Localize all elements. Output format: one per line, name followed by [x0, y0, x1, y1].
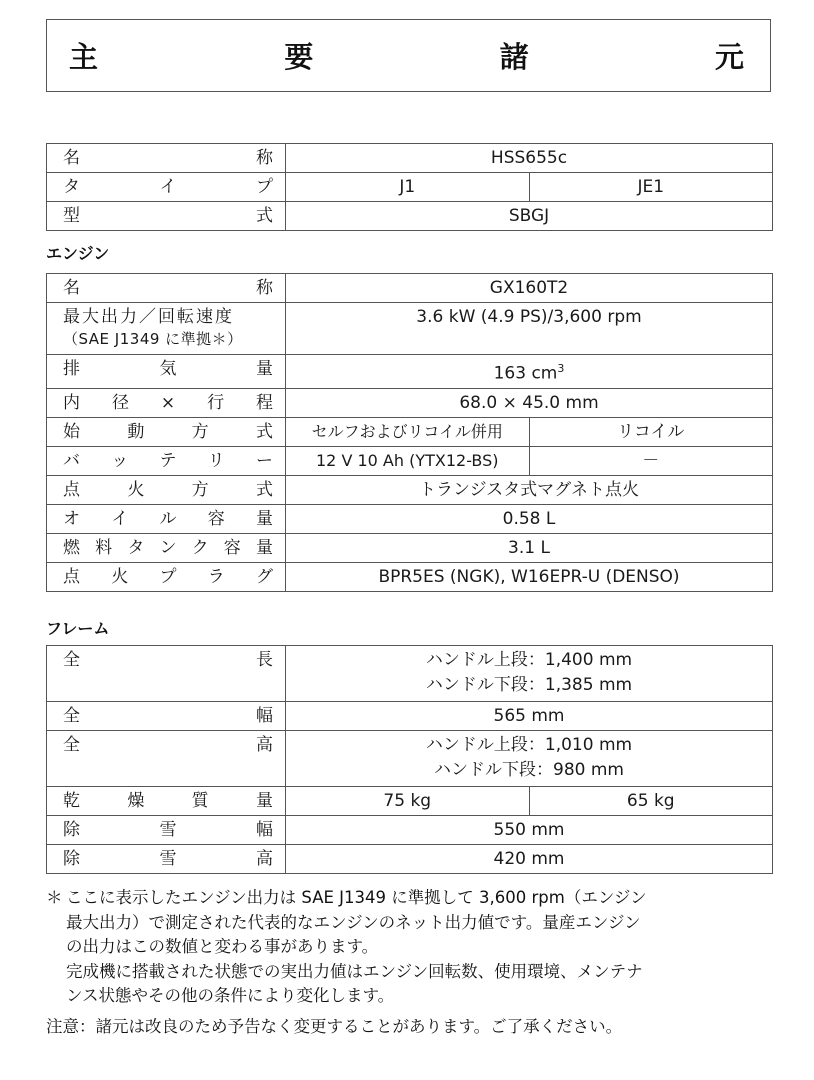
engine-name-value: GX160T2 [286, 274, 773, 303]
table-row [47, 418, 773, 447]
displacement-value: 163 $cm^3$ [286, 355, 773, 389]
asterisk-mark: ＊ [46, 888, 63, 907]
table-row [47, 144, 773, 173]
overall-width-value: 565 mm [286, 702, 773, 731]
row-label: 全 長 [47, 646, 286, 702]
spark-plug-value: BPR5ES (NGK), W16EPR-U (DENSO) [286, 563, 773, 592]
row-label: 排 気 量 [47, 355, 286, 389]
clearing-height-value: 420 mm [286, 845, 773, 874]
battery-value-2: － [529, 447, 773, 476]
table-row [47, 389, 773, 418]
table-row [47, 355, 773, 389]
frame-spec-table [46, 645, 773, 874]
table-row [47, 563, 773, 592]
table-row [47, 845, 773, 874]
row-label: 名 称 [47, 274, 286, 303]
table-row [47, 505, 773, 534]
table-row [47, 787, 773, 816]
table-row [47, 476, 773, 505]
fuel-tank-value: 3.1 L [286, 534, 773, 563]
footnote: ＊ ここに表示したエンジン出力は SAE J1349 に準拠して 3,600 rpm（エンジン 最大出力）で測定された代表的なエンジンのネット出力値です。量産エンジン の出力はこの数値と変わる事があります。 完成機に搭載された状態での実出力値はエンジン回転数、使用環境、メンテナ ンス状態やその他の条件により変化します。 [46, 886, 776, 1009]
table-row [47, 731, 773, 787]
row-label: 型 式 [47, 202, 286, 231]
bore-stroke-value: 68.0 × 45.0 mm [286, 389, 773, 418]
footnotes [46, 886, 776, 1039]
row-label: 全 高 [47, 731, 286, 787]
dry-weight-value-1: 75 kg [286, 787, 530, 816]
engine-spec-table [46, 273, 773, 592]
max-output-value: 3.6 kW (4.9 PS)/3,600 rpm [286, 303, 773, 355]
dry-weight-value-2: 65 kg [529, 787, 773, 816]
type-value-2: JE1 [529, 173, 773, 202]
page-title [46, 19, 771, 92]
row-label: 点 火 方 式 [47, 476, 286, 505]
row-label: 最大出力／回転速度 （SAE J1349 に準拠＊） [47, 303, 286, 355]
table-row [47, 646, 773, 702]
table-row [47, 702, 773, 731]
clearing-width-value: 550 mm [286, 816, 773, 845]
row-label: 燃 料 タ ン ク 容 量 [47, 534, 286, 563]
row-label: バ ッ テ リ ー [47, 447, 286, 476]
title-char: 元 [714, 40, 744, 74]
row-label: 乾 燥 質 量 [47, 787, 286, 816]
table-row [47, 447, 773, 476]
section-heading-engine: エンジン [46, 244, 110, 263]
title-char: 諸 [499, 40, 529, 74]
title-char: 主 [69, 40, 99, 74]
section-heading-frame: フレーム [46, 619, 110, 638]
table-row [47, 173, 773, 202]
type-value-1: J1 [286, 173, 530, 202]
starting-method-value-2: リコイル [529, 418, 773, 447]
row-label: タ イ プ [47, 173, 286, 202]
table-row [47, 202, 773, 231]
model-code-value: SBGJ [286, 202, 773, 231]
battery-value-1: 12 V 10 Ah (YTX12-BS) [286, 447, 530, 476]
row-label: 除 雪 高 [47, 845, 286, 874]
row-label: 点 火 プ ラ グ [47, 563, 286, 592]
overall-height-value: ハンドル上段：1,010 mm ハンドル下段：980 mm [286, 731, 773, 787]
overall-length-value: ハンドル上段：1,400 mm ハンドル下段：1,385 mm [286, 646, 773, 702]
row-label: 全 幅 [47, 702, 286, 731]
row-label: 始 動 方 式 [47, 418, 286, 447]
table-row [47, 534, 773, 563]
title-char: 要 [284, 40, 314, 74]
row-label: オ イ ル 容 量 [47, 505, 286, 534]
caution-note: 注意：諸元は改良のため予告なく変更することがあります。ご了承ください。 [46, 1016, 623, 1036]
row-label: 内 径 × 行 程 [47, 389, 286, 418]
row-label: 除 雪 幅 [47, 816, 286, 845]
model-name-value: HSS655c [286, 144, 773, 173]
table-row [47, 274, 773, 303]
model-spec-table [46, 143, 773, 231]
table-row [47, 303, 773, 355]
row-label: 名 称 [47, 144, 286, 173]
oil-capacity-value: 0.58 L [286, 505, 773, 534]
ignition-method-value: トランジスタ式マグネト点火 [286, 476, 773, 505]
starting-method-value-1: セルフおよびリコイル併用 [286, 418, 530, 447]
table-row [47, 816, 773, 845]
